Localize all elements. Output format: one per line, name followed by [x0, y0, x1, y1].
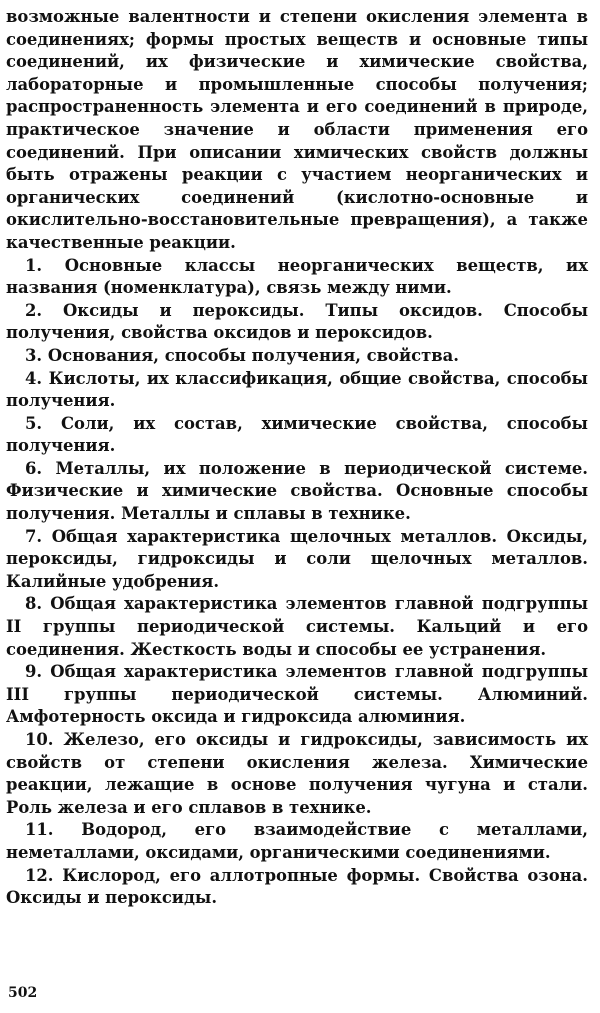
list-item: 8. Общая характеристика элементов главной подгруппы II группы периодической системы. Кальций и его соединения. Жесткость воды и способы ее устранения.	[6, 594, 588, 659]
list-item: 6. Металлы, их положение в периодической системе. Физические и химические свойства. Основные способы получения. Металлы и сплавы в технике.	[6, 458, 588, 524]
list-item: 5. Соли, их состав, химические свойства, способы получения.	[6, 413, 588, 456]
list-item: 11. Водород, его взаимодействие с металлами, неметаллами, оксидами, органическими соединениями.	[6, 820, 588, 862]
list-item: 2. Оксиды и пероксиды. Типы оксидов. Способы получения, свойства оксидов и пероксидов.	[6, 300, 588, 343]
list-item: 9. Общая характеристика элементов главной подгруппы III группы периодической системы. Алюминий. Амфотерность оксида и гидроксида алюминия.	[6, 662, 588, 727]
intro-paragraph: возможные валентности и степени окисления элемента в соединениях; формы простых веществ и основные типы соединений, их физические и химические свойства, лабораторные и промышленные способы получения; распространенность элемента и его соединений в природе, практическое значение и области применения его соединений. При описании химических свойств должны быть отражены реакции с участием неорганических и органических соединений (кислотно-основные и окислительно-восстановительные превращения), а также качественные реакции.	[6, 7, 588, 252]
list-item: 3. Основания, способы получения, свойства.	[25, 345, 459, 365]
list-item: 12. Кислород, его аллотропные формы. Свойства озона. Оксиды и пероксиды.	[6, 865, 588, 908]
document-body	[6, 6, 588, 910]
page-number: 502	[8, 985, 38, 1001]
list-item: 4. Кислоты, их классификация, общие свойства, способы получения.	[6, 368, 588, 411]
list-item: 7. Общая характеристика щелочных металлов. Оксиды, пероксиды, гидроксиды и соли щелочных металлов. Калийные удобрения.	[6, 526, 588, 591]
list-item: 10. Железо, его оксиды и гидроксиды, зависимость их свойств от степени окисления железа. Химические реакции, лежащие в основе получения чугуна и стали. Роль железа и его сплавов в технике.	[6, 730, 588, 817]
list-item: 1. Основные классы неорганических веществ, их названия (номенклатура), связь между ними.	[6, 255, 588, 298]
